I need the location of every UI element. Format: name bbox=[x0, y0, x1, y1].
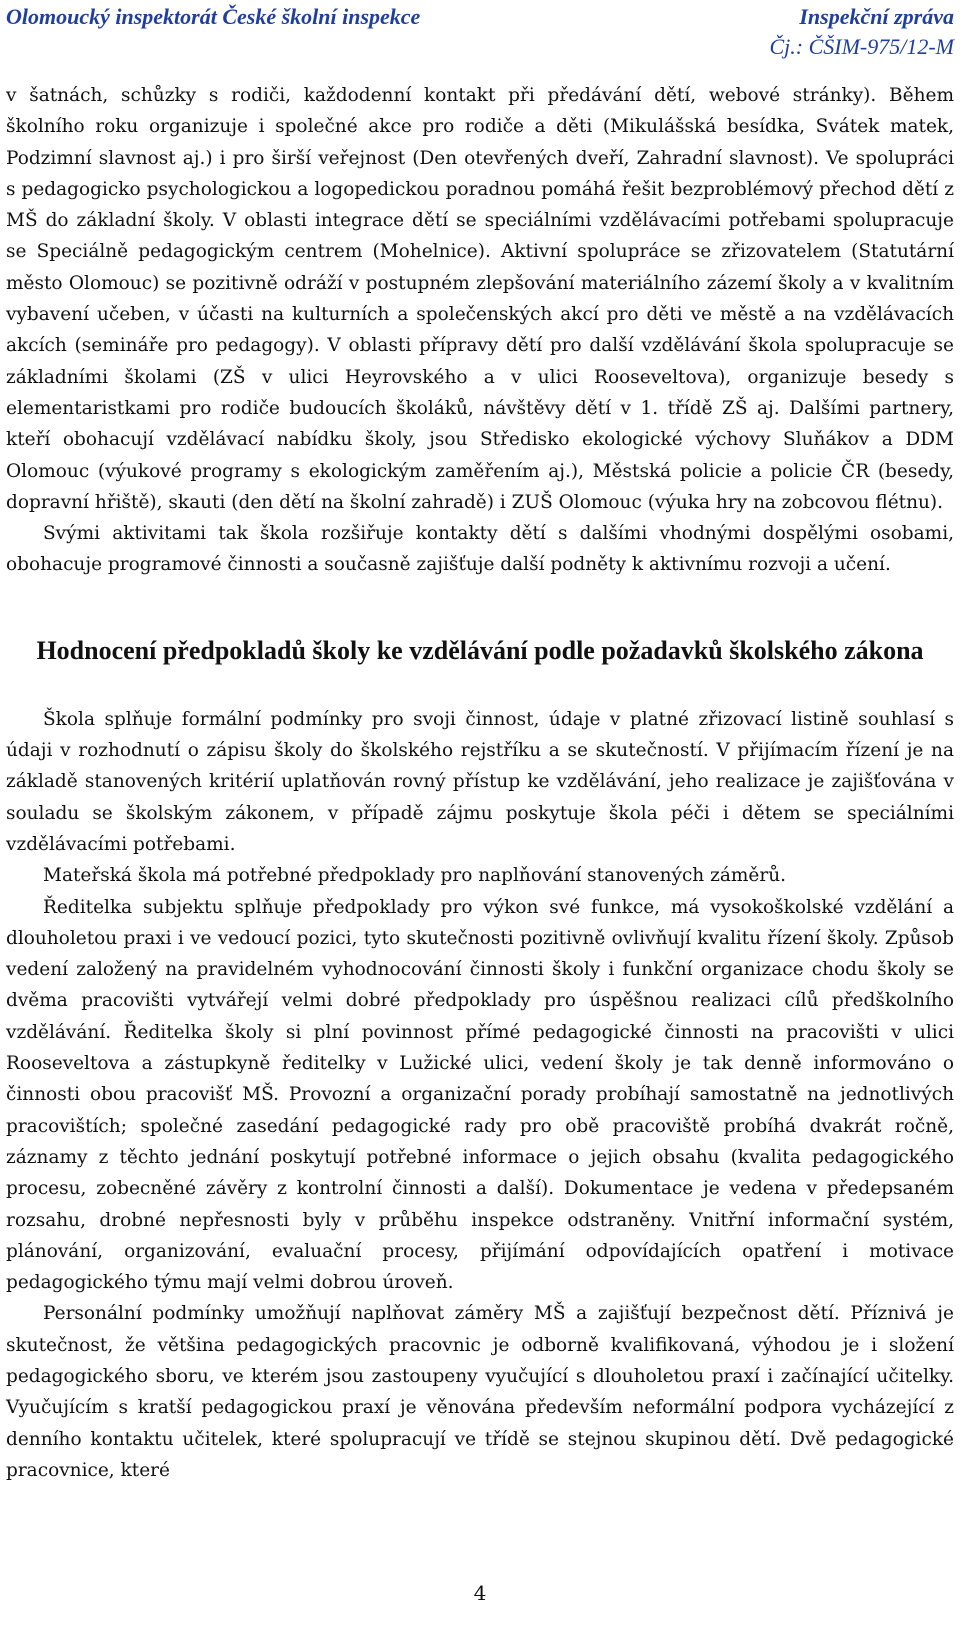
paragraph: Ředitelka subjektu splňuje předpoklady pro výkon své funkce, má vysokoškolské vzdělání a dlouholetou praxi i ve vedoucí pozici, tyto skutečnosti pozitivně ovlivňují kvalitu řízení školy. Způsob vedení založený na pravidelném vyhodnocování činnosti školy i funkční organizace chodu školy se dvěma pracovišti vytvářejí velmi dobré předpoklady pro úspěšnou realizaci cílů předškolního vzdělávání. Ředitelka školy si plní povinnost přímé pedagogické činnosti na pracovišti v ulici Rooseveltova a zástupkyně ředitelky v Lužické ulici, vedení školy je tak denně informováno o činnosti obou pracovišť MŠ. Provozní a organizační porady probíhají samostatně na jednotlivých pracovištích; společné zasedání pedagogické rady pro obě pracoviště probíhá dvakrát ročně, záznamy z těchto jednání poskytují potřebné informace o jejich obsahu (kvalita pedagogického procesu, zobecněné závěry z kontrolní činnosti a další). Dokumentace je vedena v předepsaném rozsahu, drobné nepřesnosti byly v průběhu inspekce odstraněny. Vnitřní informační systém, plánování, organizování, evaluační procesy, přijímání odpovídajících opatření i motivace pedagogického týmu mají velmi dobrou úroveň. bbox=[6, 896, 954, 1294]
document-body bbox=[6, 80, 954, 1486]
paragraph: Personální podmínky umožňují naplňovat záměry MŠ a zajišťují bezpečnost dětí. Příznivá je skutečnost, že většina pedagogických pracovnic je odborně kvalifikovaná, výhodou je i složení pedagogického sboru, ve kterém jsou zastoupeny vyučující s dlouholetou praxí i začínající učitelky. Vyučujícím s kratší pedagogickou praxí je věnována především neformální podpora vycházející z denního kontaktu učitelek, které spolupracují ve třídě se stejnou skupinou dětí. Dvě pedagogické pracovnice, které bbox=[6, 1303, 954, 1481]
paragraph: Škola splňuje formální podmínky pro svoji činnost, údaje v platné zřizovací listině souhlasí s údaji v rozhodnutí o zápisu školy do školského rejstříku a se skutečností. V přijímacím řízení je na základě stanovených kritérií uplatňován rovný přístup ke vzdělávání, jeho realizace je zajišťována v souladu se školským zákonem, v případě zájmu poskytuje škola péči i dětem se speciálními vzdělávacími potřebami. bbox=[6, 708, 954, 855]
header-report-title: Inspekční zpráva bbox=[799, 4, 954, 29]
page-number: 4 bbox=[473, 1581, 487, 1605]
section-heading: Hodnocení předpokladů školy ke vzdělávání podle požadavků školského zákona bbox=[36, 635, 924, 665]
header-inspectorate: Olomoucký inspektorát České školní inspekce bbox=[6, 4, 421, 29]
header-reference-number: Čj.: ČŠIM-975/12-M bbox=[769, 34, 954, 59]
header-report-info bbox=[769, 2, 954, 62]
paragraph: Svými aktivitami tak škola rozšiřuje kontakty dětí s dalšími vhodnými dospělými osobami, obohacuje programové činnosti a současně zajišťuje další podněty k aktivnímu rozvoji a učení. bbox=[6, 523, 954, 576]
paragraph: Mateřská škola má potřebné předpoklady pro naplňování stanovených záměrů. bbox=[43, 865, 787, 887]
paragraph-continued: v šatnách, schůzky s rodiči, každodenní kontakt při předávání dětí, webové stránky). Během školního roku organizuje i společné akce pro rodiče a děti (Mikulášská besídka, Svátek matek, Podzimní slavnost aj.) i pro širší veřejnost (Den otevřených dveří, Zahradní slavnost). Ve spolupráci s pedagogicko psychologickou a logopedickou poradnou pomáhá řešit bezproblémový přechod dětí z MŠ do základní školy. V oblasti integrace dětí se speciálními vzdělávacími potřebami spolupracuje se Speciálně pedagogickým centrem (Mohelnice). Aktivní spolupráce se zřizovatelem (Statutární město Olomouc) se pozitivně odráží v postupném zlepšování materiálního zázemí školy a v kvalitním vybavení učeben, v účasti na kulturních a společenských akcí pro děti ve městě a na vzdělávacích akcích (semináře pro pedagogy). V oblasti přípravy dětí pro další vzdělávání škola spolupracuje se základními školami (ZŠ v ulici Heyrovského a v ulici Rooseveltova), organizuje besedy s elementaristkami pro rodiče budoucích školáků, návštěvy dětí v 1. třídě ZŠ aj. Dalšími partnery, kteří obohacují vzdělávací nabídku školy, jsou Středisko ekologické výchovy Sluňákov a DDM Olomouc (výukové programy s ekologickým zaměřením aj.), Městská policie a policie ČR (besedy, dopravní hřiště), skauti (den dětí na školní zahradě) i ZUŠ Olomouc (výuka hry na zobcovou flétnu). bbox=[6, 85, 954, 513]
page-header bbox=[6, 2, 954, 68]
